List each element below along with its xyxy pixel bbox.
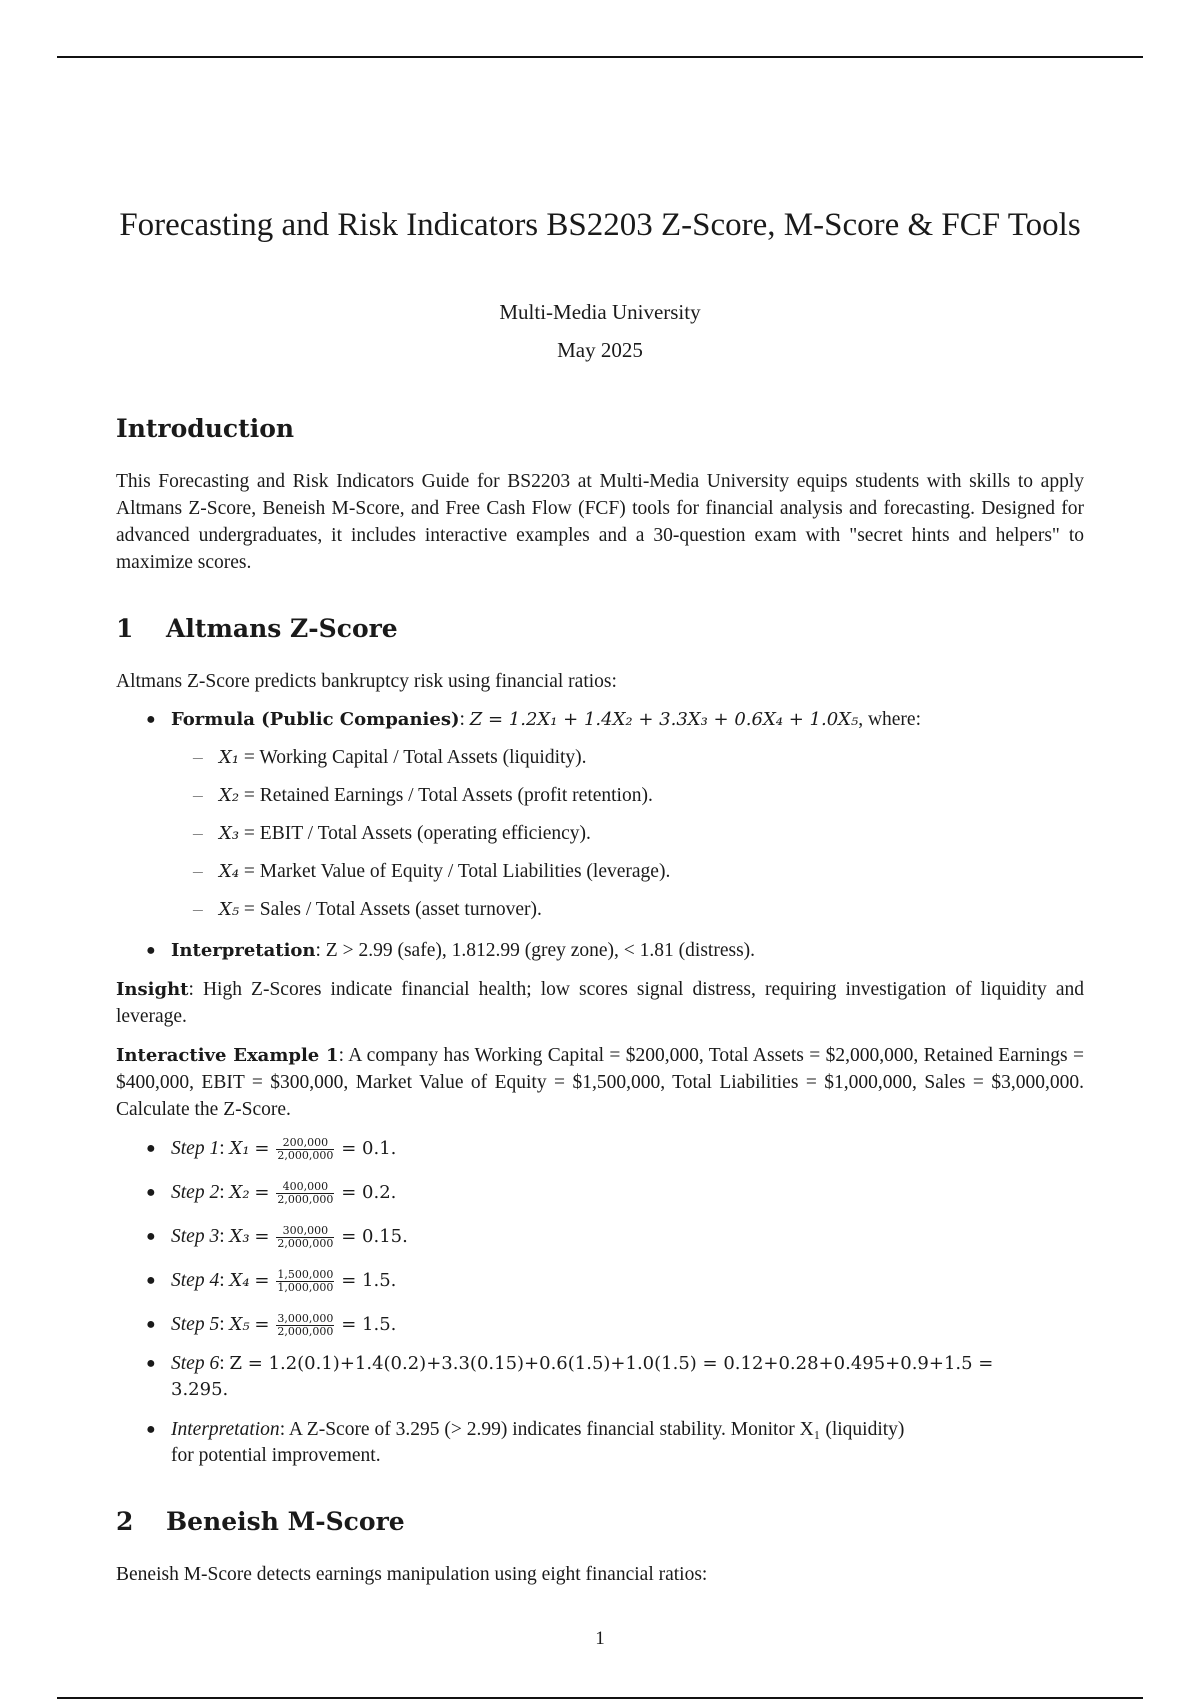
bullet-icon: ● — [146, 711, 156, 728]
variable-desc: = Sales / Total Assets (asset turnover). — [239, 899, 542, 920]
variable: X₅ — [219, 899, 240, 920]
insight-paragraph — [116, 976, 1084, 1030]
interpretation-label: Interpretation — [171, 1419, 280, 1440]
section-1-lead: Altmans Z-Score predicts bankruptcy risk using financial ratios: — [116, 671, 617, 692]
numerator: 3,000,000 — [277, 1312, 334, 1326]
step-label: Step 6 — [171, 1353, 220, 1374]
denominator: 2,000,000 — [277, 1193, 334, 1207]
numerator: 300,000 — [276, 1225, 334, 1238]
fraction — [276, 1313, 334, 1338]
bullet-icon: ● — [146, 1355, 156, 1372]
step-6-result: 3.295. — [171, 1379, 229, 1400]
step-label: Step 1 — [171, 1138, 220, 1159]
bullet-icon: ● — [146, 1140, 156, 1157]
example-label: Interactive Example 1 — [116, 1045, 339, 1066]
denominator: 1,000,000 — [277, 1281, 334, 1295]
bullet-icon: ● — [146, 1421, 156, 1438]
interpretation-text: : Z > 2.99 (safe), 1.812.99 (grey zone), < 1.81 (distress). — [315, 940, 756, 961]
step-result: = 0.1. — [341, 1138, 397, 1159]
variable: X₃ — [219, 823, 240, 844]
denominator: 2,000,000 — [277, 1237, 334, 1251]
fraction — [276, 1225, 334, 1250]
formula-suffix: , where: — [858, 709, 921, 730]
numerator: 200,000 — [276, 1137, 334, 1150]
section-2-lead: Beneish M-Score detects earnings manipulation using eight financial ratios: — [116, 1564, 708, 1585]
fraction — [276, 1181, 334, 1206]
step-variable: X₅ — [229, 1314, 250, 1335]
section-1-heading — [116, 614, 398, 643]
dash-icon: – — [193, 861, 203, 882]
interpretation-label: Interpretation — [171, 940, 316, 961]
example-text: : A company has Working Capital = $200,000, Total Assets = $2,000,000, Retained Earnings = $400,000, EBIT = $300,000, Market Value of Equity = $1,500,000, Total Liabilities = $1,000,000, Sales = $3,000,000. Calculate the Z-Score. — [116, 1045, 1084, 1120]
fraction — [276, 1137, 334, 1162]
step-variable: X₂ — [229, 1182, 250, 1203]
intro-paragraph: This Forecasting and Risk Indicators Guide for BS2203 at Multi-Media University equips students with skills to apply Altmans Z-Score, Beneish M-Score, and Free Cash Flow (FCF) tools for financial analysis and forecasting. Designed for advanced undergraduates, it includes interactive examples and a 30-question exam with "secret hints and helpers" to maximize scores. — [116, 471, 1084, 573]
variable-desc: = Retained Earnings / Total Assets (profit retention). — [239, 785, 653, 806]
variable: X₂ — [219, 785, 240, 806]
variable: X₁ — [219, 747, 240, 768]
step-6-equation: Z = 1.2(0.1)+1.4(0.2)+3.3(0.15)+0.6(1.5)+1.0(1.5) = 0.12+0.28+0.495+0.9+1.5 = — [229, 1353, 994, 1374]
step-variable: X₃ — [229, 1226, 250, 1247]
top-rule — [57, 56, 1143, 58]
page-number: 1 — [595, 1628, 605, 1649]
numerator: 1,500,000 — [277, 1268, 334, 1282]
section-2-heading — [116, 1507, 405, 1536]
example-paragraph — [116, 1042, 1084, 1123]
interpretation-text: : A Z-Score of 3.295 (> 2.99) indicates financial stability. Monitor X₁ (liquidity) — [279, 1419, 905, 1440]
document-title: Forecasting and Risk Indicators BS2203 Z-Score, M-Score & FCF Tools — [119, 207, 1081, 243]
bullet-icon: ● — [146, 1228, 156, 1245]
step-label: Step 3 — [171, 1226, 220, 1247]
dash-icon: – — [193, 823, 203, 844]
step-label: Step 5 — [171, 1314, 220, 1335]
variable: X₄ — [219, 861, 240, 882]
step-label: Step 4 — [171, 1270, 220, 1291]
section-number: 2 — [116, 1507, 134, 1536]
step-result: = 1.5. — [341, 1270, 397, 1291]
bottom-rule — [57, 1697, 1143, 1699]
dash-icon: – — [193, 747, 203, 768]
variable-desc: = EBIT / Total Assets (operating efficiency). — [239, 823, 591, 844]
section-title: Beneish M-Score — [166, 1507, 405, 1536]
bullet-icon: ● — [146, 1272, 156, 1289]
variable-desc: = Market Value of Equity / Total Liabilities (leverage). — [239, 861, 671, 882]
bullet-icon: ● — [146, 1316, 156, 1333]
step-variable: X₄ — [229, 1270, 250, 1291]
insight-label: Insight — [116, 979, 189, 1000]
dash-icon: – — [193, 899, 203, 920]
variable-desc: = Working Capital / Total Assets (liquidity). — [239, 747, 587, 768]
date: May 2025 — [557, 338, 643, 362]
bullet-icon: ● — [146, 1184, 156, 1201]
fraction — [276, 1269, 334, 1294]
section-title: Altmans Z-Score — [166, 614, 398, 643]
bullet-icon: ● — [146, 942, 156, 959]
step-result: = 0.2. — [341, 1182, 397, 1203]
formula: Z = 1.2X₁ + 1.4X₂ + 3.3X₃ + 0.6X₄ + 1.0X₅ — [469, 709, 859, 730]
step-result: = 1.5. — [341, 1314, 397, 1335]
insight-text: : High Z-Scores indicate financial health; low scores signal distress, requiring investigation of liquidity and leverage. — [116, 979, 1084, 1027]
denominator: 2,000,000 — [277, 1325, 334, 1339]
step-variable: X₁ — [229, 1138, 250, 1159]
step-label: Step 2 — [171, 1182, 220, 1203]
author: Multi-Media University — [499, 300, 701, 324]
intro-heading: Introduction — [116, 414, 295, 443]
interpretation-continued: for potential improvement. — [171, 1445, 381, 1466]
dash-icon: – — [193, 785, 203, 806]
numerator: 400,000 — [276, 1181, 334, 1194]
formula-label: Formula (Public Companies) — [171, 709, 460, 730]
section-number: 1 — [116, 614, 134, 643]
denominator: 2,000,000 — [277, 1149, 334, 1163]
step-result: = 0.15. — [341, 1226, 408, 1247]
